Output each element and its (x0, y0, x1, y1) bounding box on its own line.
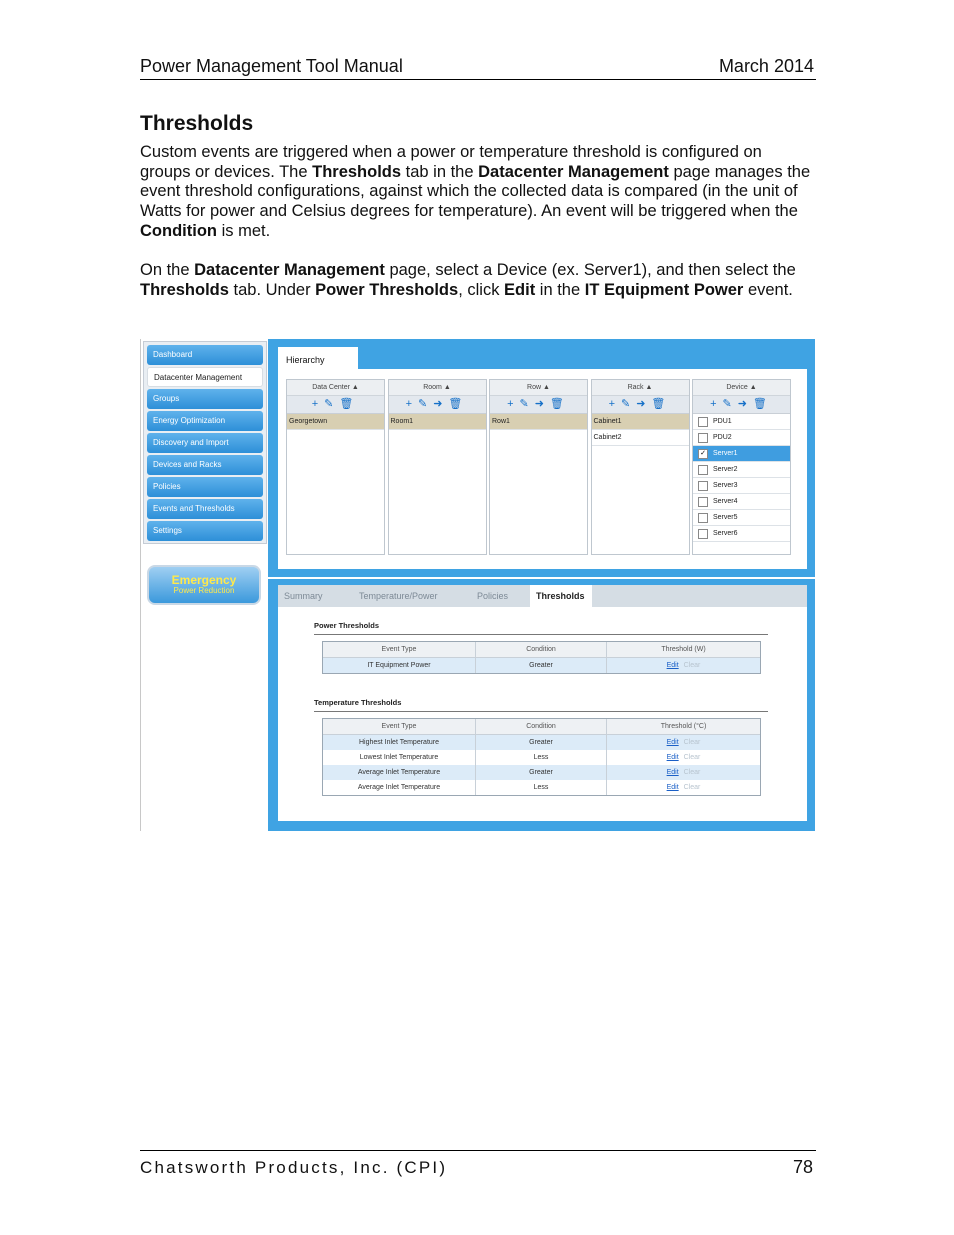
list-item-label: Server4 (713, 498, 738, 505)
text-run: Custom events are triggered when a power or temperature threshold is configured on groups or devices. The (140, 143, 762, 181)
tab-temperature-power[interactable]: Temperature/Power (359, 591, 438, 601)
list-item[interactable] (693, 510, 790, 526)
column-header: Event Type (323, 719, 476, 734)
text-run: , click (458, 280, 505, 299)
bold-term: Datacenter Management (194, 261, 385, 279)
sidebar-item-dashboard[interactable]: Dashboard (147, 345, 263, 365)
sidebar-item-settings[interactable]: Settings (147, 521, 263, 541)
list-item[interactable] (693, 462, 790, 478)
checkbox[interactable] (698, 481, 708, 491)
clear-link[interactable]: Clear (683, 754, 701, 761)
divider (314, 711, 768, 712)
tab-summary[interactable]: Summary (284, 591, 323, 601)
bold-term: Thresholds (140, 280, 229, 299)
column-toolbar[interactable]: +✎🗑 (287, 396, 384, 414)
edit-link[interactable]: Edit (666, 662, 679, 669)
table-row (323, 735, 760, 750)
text-run: event. (743, 280, 793, 299)
column-toolbar[interactable]: +✎➜🗑 (592, 396, 689, 414)
temperature-thresholds-title: Temperature Thresholds (314, 698, 402, 707)
thresholds-body (278, 607, 807, 821)
column-header: Condition (476, 719, 607, 734)
checkbox[interactable]: ✓ (698, 449, 708, 459)
event-type-cell: Average Inlet Temperature (323, 765, 476, 780)
detail-panel (268, 579, 815, 831)
text-run: in the (535, 280, 585, 299)
checkbox[interactable] (698, 513, 708, 523)
list-item[interactable] (592, 430, 689, 446)
list-item-label: Cabinet1 (593, 418, 622, 425)
checkbox[interactable] (698, 417, 708, 427)
table-row (323, 765, 760, 780)
checkbox[interactable] (698, 497, 708, 507)
sidebar-nav (143, 341, 267, 544)
paragraph-2 (140, 261, 816, 300)
table-row (323, 658, 760, 673)
threshold-cell (607, 658, 760, 673)
table-header-row (323, 642, 760, 658)
list-item-label: Server5 (713, 514, 738, 521)
hierarchy-column (591, 379, 690, 555)
list-item[interactable] (693, 478, 790, 494)
column-header: Threshold (W) (661, 646, 706, 653)
edit-link[interactable]: Edit (666, 784, 679, 791)
clear-link[interactable]: Clear (683, 662, 701, 669)
list-item-label: Room1 (390, 418, 414, 425)
tab-thresholds[interactable]: Thresholds (530, 585, 592, 607)
event-type-cell: Highest Inlet Temperature (323, 735, 476, 750)
column-header[interactable]: Rack ▲ (592, 380, 689, 396)
condition-cell: Less (476, 750, 607, 765)
sidebar-item-datacenter-management[interactable]: Datacenter Management (147, 367, 263, 387)
text-run: is met. (216, 221, 271, 240)
footer-company: Chatsworth Products, Inc. (CPI) (140, 1158, 448, 1177)
list-item[interactable] (592, 414, 689, 430)
bold-term: IT Equipment Power (584, 280, 744, 299)
divider (314, 634, 768, 635)
bold-term: Datacenter Management (478, 162, 669, 181)
hierarchy-column (489, 379, 588, 555)
checkbox[interactable] (698, 465, 708, 475)
header-rule (140, 79, 816, 80)
emergency-label: Emergency (171, 573, 237, 587)
tab-hierarchy[interactable]: Hierarchy (278, 347, 358, 373)
column-toolbar[interactable]: +✎➜🗑 (490, 396, 587, 414)
list-item-label: Georgetown (289, 418, 328, 425)
column-header: Event Type (323, 642, 476, 657)
checkbox[interactable] (698, 433, 708, 443)
threshold-cell (607, 780, 760, 795)
list-item-label: PDU1 (713, 418, 732, 425)
edit-link[interactable]: Edit (666, 754, 679, 761)
column-header[interactable]: Device ▲ (693, 380, 790, 396)
hierarchy-column (286, 379, 385, 555)
column-header[interactable]: Data Center ▲ (287, 380, 384, 396)
condition-cell: Less (476, 780, 607, 795)
paragraph-1 (140, 143, 816, 242)
clear-link[interactable]: Clear (683, 739, 701, 746)
threshold-cell (607, 735, 760, 750)
condition-cell: Greater (476, 735, 607, 750)
power-thresholds-title: Power Thresholds (314, 621, 380, 630)
sidebar-item-policies[interactable]: Policies (147, 477, 263, 497)
footer-rule (140, 1150, 816, 1151)
column-toolbar[interactable]: +✎➜🗑 (389, 396, 486, 414)
sidebar-item-groups[interactable]: Groups (147, 389, 263, 409)
emergency-power-reduction-button[interactable] (147, 565, 261, 605)
list-item[interactable] (693, 414, 790, 430)
table-header-row (323, 719, 760, 735)
list-item[interactable] (693, 494, 790, 510)
bold-term: Thresholds (312, 162, 402, 181)
bold-term: Power Thresholds (315, 280, 459, 299)
list-item-label: Row1 (492, 418, 510, 425)
header-date: March 2014 (718, 56, 814, 76)
power-reduction-label: Power Reduction (173, 586, 235, 595)
table-row (323, 780, 760, 795)
list-item-label: Cabinet2 (593, 434, 622, 441)
clear-link[interactable]: Clear (683, 769, 701, 776)
temperature-thresholds-table (322, 718, 761, 796)
threshold-cell (607, 750, 760, 765)
sidebar-item-events-and-thresholds[interactable]: Events and Thresholds (147, 499, 263, 519)
list-item[interactable] (693, 526, 790, 542)
text-run: page manages the event threshold configurations, against which the collected data is compared (in the unit of Watts for power and Celsius degrees for temperature). An event will be triggered when the (140, 162, 811, 221)
hierarchy-column (692, 379, 791, 555)
event-type-cell: Average Inlet Temperature (323, 780, 476, 795)
tab-policies[interactable]: Policies (477, 591, 509, 601)
column-header[interactable]: Row ▲ (490, 380, 587, 396)
condition-cell: Greater (476, 658, 607, 673)
list-item[interactable] (693, 446, 790, 462)
list-item-label: PDU2 (713, 434, 732, 441)
edit-link[interactable]: Edit (666, 769, 679, 776)
hierarchy-columns (278, 369, 807, 569)
list-item-label: Server6 (713, 530, 738, 537)
text-run: tab. Under (228, 280, 316, 299)
column-toolbar[interactable]: +✎➜🗑 (693, 396, 790, 414)
checkbox[interactable] (698, 529, 708, 539)
section-title: Thresholds (140, 112, 254, 135)
event-type-cell: IT Equipment Power (323, 658, 476, 673)
edit-link[interactable]: Edit (666, 739, 679, 746)
power-thresholds-table (322, 641, 761, 674)
table-row (323, 750, 760, 765)
column-header[interactable]: Room ▲ (389, 380, 486, 396)
clear-link[interactable]: Clear (683, 784, 701, 791)
list-item[interactable] (490, 414, 587, 430)
hierarchy-panel (268, 339, 815, 577)
list-item-label: Server2 (713, 466, 738, 473)
text-run: tab in the (401, 162, 479, 181)
text-run: On the (140, 261, 195, 279)
hierarchy-column (388, 379, 487, 555)
header-title: Power Management Tool Manual (140, 56, 403, 76)
text-run: page, select a Device (ex. Server1), and then select the (384, 261, 796, 279)
list-item-label: Server1 (713, 450, 738, 457)
screenshot-figure (140, 339, 815, 831)
bold-term: Edit (504, 280, 536, 299)
list-item[interactable] (287, 414, 384, 430)
condition-cell: Greater (476, 765, 607, 780)
list-item-label: Server3 (713, 482, 738, 489)
threshold-cell (607, 765, 760, 780)
page-number: 78 (792, 1157, 813, 1177)
list-item[interactable] (693, 430, 790, 446)
column-header: Threshold (°C) (660, 723, 707, 730)
list-item[interactable] (389, 414, 486, 430)
sidebar-item-devices-and-racks[interactable]: Devices and Racks (147, 455, 263, 475)
event-type-cell: Lowest Inlet Temperature (323, 750, 476, 765)
sidebar-item-energy-optimization[interactable]: Energy Optimization (147, 411, 263, 431)
sidebar-item-discovery-and-import[interactable]: Discovery and Import (147, 433, 263, 453)
bold-term: Condition (140, 221, 217, 240)
column-header: Condition (476, 642, 607, 657)
